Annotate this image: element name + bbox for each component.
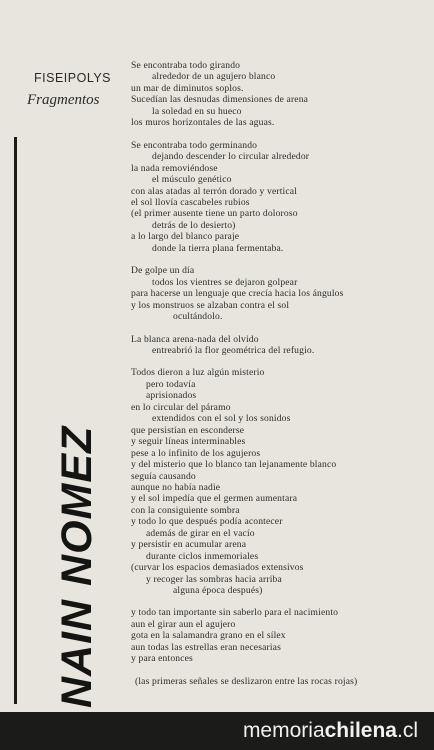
poem-line: el músculo genético xyxy=(152,174,232,186)
poem-text xyxy=(131,60,427,698)
poem-line: y recoger las sombras hacia arriba xyxy=(146,573,282,585)
watermark-prefix: memoria xyxy=(242,719,325,742)
poem-line: entreabrió la flor geométrica del refugio. xyxy=(152,344,315,356)
poem-line: un mar de diminutos soplos. xyxy=(131,82,244,94)
poem-line: a lo largo del blanco paraje xyxy=(131,231,240,243)
poem-line: Se encontraba todo germinando xyxy=(131,139,258,151)
poem-line: durante ciclos inmemoriales xyxy=(146,550,259,562)
poem-line: ocultándolo. xyxy=(173,311,223,323)
poem-line: y todo tan importante sin saberlo para el nacimiento xyxy=(131,607,339,619)
poem-stanza xyxy=(131,367,427,596)
poem-line: donde la tierra plana fermentaba. xyxy=(152,242,284,254)
poem-line: dejando descender lo circular alrededor xyxy=(152,151,310,163)
author-name: NAIN NOMEZ xyxy=(52,425,101,708)
poem-line: (las primeras señales se deslizaron entre las rocas rojas) xyxy=(135,675,358,687)
poem-stanza xyxy=(131,140,427,255)
poem-stanza xyxy=(131,265,427,322)
poem-line: gota en la salamandra grano en el sílex xyxy=(131,630,286,642)
poem-line: y para entonces xyxy=(131,653,193,665)
poem-line: y todo lo que después podía acontecer xyxy=(131,516,283,528)
poem-line: todos los vientres se dejaron golpear xyxy=(152,276,298,288)
poem-stanza xyxy=(131,676,427,687)
poem-line: detrás de lo desierto) xyxy=(152,219,236,231)
poem-line: y seguir líneas interminables xyxy=(131,436,246,448)
poem-line: seguía causando xyxy=(131,470,196,482)
poem-stanza xyxy=(131,334,427,357)
poem-line: aun todas las estrellas eran necesarias xyxy=(131,641,281,653)
poem-line: además de girar en el vacío xyxy=(146,527,255,539)
site-watermark xyxy=(0,712,434,750)
poem-line: en lo circular del páramo xyxy=(131,401,231,413)
poem-line: y del misterio que lo blanco tan lejanamente blanco xyxy=(131,459,337,471)
poem-line: La blanca arena-nada del olvido xyxy=(131,333,259,345)
poem-subtitle: Fragmentos xyxy=(27,92,100,108)
poem-stanza xyxy=(131,607,427,664)
poem-line: alguna época después) xyxy=(173,585,263,597)
author-block xyxy=(52,344,103,708)
poem-line: pese a lo infinito de los agujeros xyxy=(131,447,261,459)
poem-line: alrededor de un agujero blanco xyxy=(152,71,276,83)
poem-line: Todos dieron a luz algún misterio xyxy=(131,367,265,379)
poem-line: y los monstruos se alzaban contra el sol xyxy=(131,299,290,311)
poem-line: aunque no había nadie xyxy=(131,481,221,493)
poem-line: Se encontraba todo girando xyxy=(131,60,241,71)
poem-line: el sol llovía cascabeles rubios xyxy=(131,196,250,208)
vertical-rule xyxy=(14,137,17,704)
poem-line: (curvar los espacios demasiados extensivos xyxy=(131,562,304,574)
poem-stanza xyxy=(131,60,427,129)
poem-line: con alas atadas al terrón dorado y vertical xyxy=(131,185,298,197)
poem-line: aprisionados xyxy=(146,390,197,402)
poem-line: extendidos con el sol y los sonidos xyxy=(152,413,291,425)
poem-line: con la consiguiente sombra xyxy=(131,504,240,516)
poem-line: y persistir en acumular arena xyxy=(131,539,247,551)
watermark-suffix: .cl xyxy=(397,719,418,742)
poem-line: para hacerse un lenguaje que crecía hacia los ángulos xyxy=(131,288,344,300)
series-title: FISEIPOLYS xyxy=(34,71,112,85)
poem-line: aun el girar aun el agujero xyxy=(131,618,236,630)
poem-line: los muros horizontales de las aguas. xyxy=(131,117,275,129)
poem-line: que persistían en esconderse xyxy=(131,424,245,436)
poem-line: (el primer ausente tiene un parto doloroso xyxy=(131,208,298,220)
poem-line: y el sol impedía que el germen aumentara xyxy=(131,493,298,505)
poem-line: pero todavía xyxy=(146,378,196,390)
watermark-brand: chilena xyxy=(324,719,397,742)
poem-line: De golpe un día xyxy=(131,265,195,277)
poem-line: Sucedían las desnudas dimensiones de arena xyxy=(131,94,309,106)
poem-line: la nada removiéndose xyxy=(131,162,218,174)
poem-line: la soledad en su hueco xyxy=(152,105,242,117)
